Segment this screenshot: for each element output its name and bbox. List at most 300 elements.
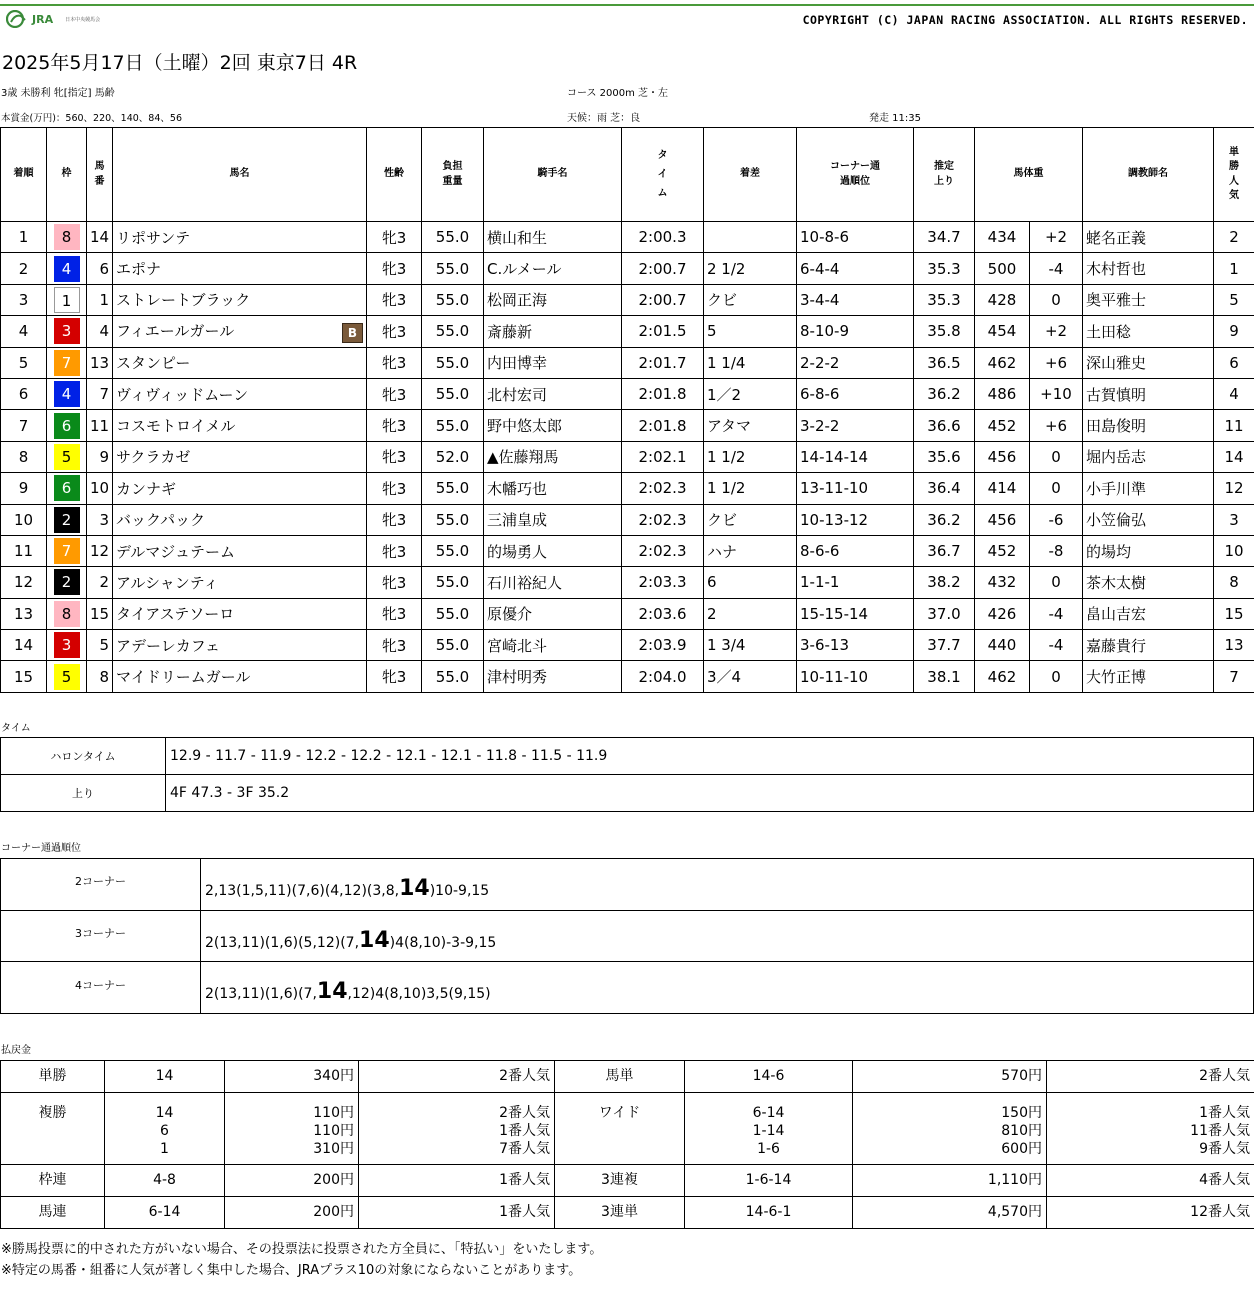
agari-label: 上り: [1, 775, 166, 812]
result-jockey[interactable]: 木幡巧也: [484, 473, 622, 504]
result-popularity: 10: [1214, 535, 1254, 566]
result-num: 7: [87, 378, 113, 409]
waku-badge: 6: [54, 475, 80, 501]
result-last3f: 36.2: [914, 504, 975, 535]
result-horse[interactable]: ストレートブラック: [116, 291, 251, 310]
winner-number: 14: [399, 875, 430, 901]
result-margin: クビ: [704, 504, 797, 535]
result-horse-cell[interactable]: [113, 378, 367, 409]
result-rank: 4: [1, 316, 47, 347]
jra-logo[interactable]: [6, 10, 100, 28]
col-waku: 枠: [47, 128, 87, 222]
agari-value: 4F 47.3 - 3F 35.2: [166, 775, 1254, 812]
race-course: コース 2000m 芝・左: [567, 88, 669, 99]
waku-badge: 6: [54, 413, 80, 439]
result-trainer[interactable]: 古賀慎明: [1083, 378, 1214, 409]
result-body-weight: 456: [975, 504, 1030, 535]
col-popularity: [1214, 128, 1254, 222]
col-time-label: タイム: [657, 150, 668, 199]
waku-badge: 4: [54, 256, 80, 282]
result-horse[interactable]: アルシャンティ: [116, 573, 219, 592]
result-waku-cell: [47, 378, 87, 409]
result-last3f: 35.3: [914, 253, 975, 284]
result-sex-age: 牝3: [367, 661, 422, 692]
payout-popularity: [359, 1093, 555, 1165]
result-trainer[interactable]: 木村哲也: [1083, 253, 1214, 284]
result-sex-age: 牝3: [367, 316, 422, 347]
result-horse-cell[interactable]: [113, 630, 367, 661]
result-corner: 3-6-13: [797, 630, 914, 661]
result-last3f: 35.8: [914, 316, 975, 347]
result-time: 2:00.7: [622, 253, 704, 284]
result-num: 5: [87, 630, 113, 661]
result-horse[interactable]: リポサンテ: [116, 228, 191, 247]
payout-combos-line: 1-6-14: [745, 1172, 792, 1188]
result-waku-cell: [47, 222, 87, 253]
payout-popularity: [359, 1061, 555, 1093]
payout-combos-line: 1-6: [757, 1141, 780, 1157]
result-horse-cell[interactable]: [113, 473, 367, 504]
result-jockey[interactable]: 宮崎北斗: [484, 630, 622, 661]
result-margin: 2 1/2: [704, 253, 797, 284]
result-time: 2:01.8: [622, 378, 704, 409]
result-trainer[interactable]: 土田稔: [1083, 316, 1214, 347]
corner-order-text: )4(8,10)-3-9,15: [389, 934, 497, 951]
payout-amounts-line: 200円: [313, 1204, 354, 1220]
corner-order: [201, 910, 1254, 962]
payout-combos: [685, 1165, 853, 1197]
result-margin: [704, 222, 797, 253]
corner-positions-table: [0, 858, 1254, 1014]
result-horse[interactable]: カンナギ: [116, 479, 177, 498]
payout-row: [1, 1061, 1254, 1093]
result-body-weight: 462: [975, 661, 1030, 692]
waku-badge: 2: [54, 569, 80, 595]
result-waku-cell: [47, 347, 87, 378]
result-rank: 1: [1, 222, 47, 253]
result-last3f: 37.7: [914, 630, 975, 661]
payout-combos: [105, 1197, 225, 1229]
result-horse[interactable]: サクラカゼ: [116, 448, 191, 467]
corner-row: [1, 910, 1254, 962]
col-popularity-label: 単勝人気: [1229, 146, 1239, 201]
result-margin: 5: [704, 316, 797, 347]
result-body-weight-diff: +6: [1030, 347, 1083, 378]
result-trainer[interactable]: 深山雅史: [1083, 347, 1214, 378]
result-waku-cell: [47, 567, 87, 598]
corner-label: 2コーナー: [1, 859, 201, 911]
result-num: 2: [87, 567, 113, 598]
corner-order-text: )10-9,15: [429, 882, 490, 899]
payout-amounts: [853, 1197, 1047, 1229]
result-weight: 55.0: [422, 630, 484, 661]
halon-label: ハロンタイム: [1, 738, 166, 775]
payout-amounts: [853, 1061, 1047, 1093]
result-time: 2:02.3: [622, 504, 704, 535]
payout-type: ワイド: [555, 1093, 685, 1165]
result-body-weight-diff: 0: [1030, 661, 1083, 692]
result-popularity: 4: [1214, 378, 1254, 409]
result-horse-cell[interactable]: [113, 410, 367, 441]
result-horse[interactable]: バックパック: [116, 511, 206, 530]
waku-badge: 2: [54, 507, 80, 533]
result-popularity: 12: [1214, 473, 1254, 504]
result-num: 9: [87, 441, 113, 472]
payout-combos: [685, 1061, 853, 1093]
result-body-weight: 414: [975, 473, 1030, 504]
result-sex-age: 牝3: [367, 535, 422, 566]
result-weight: 52.0: [422, 441, 484, 472]
result-sex-age: 牝3: [367, 222, 422, 253]
payout-combos-line: 4-8: [153, 1172, 176, 1188]
result-margin: 1 3/4: [704, 630, 797, 661]
results-header-row: [1, 128, 1254, 222]
payout-combos: [685, 1197, 853, 1229]
corner-order-text: 2(13,11)(1,6)(5,12)(7,: [205, 934, 360, 951]
result-time: 2:02.1: [622, 441, 704, 472]
waku-badge: 3: [54, 318, 80, 344]
result-last3f: 36.2: [914, 378, 975, 409]
result-horse-cell[interactable]: [113, 535, 367, 566]
result-body-weight: 486: [975, 378, 1030, 409]
result-weight: 55.0: [422, 661, 484, 692]
waku-badge: 7: [54, 350, 80, 376]
result-popularity: 8: [1214, 567, 1254, 598]
agari-row: [1, 775, 1254, 812]
result-waku-cell: [47, 284, 87, 315]
result-body-weight-diff: -4: [1030, 630, 1083, 661]
result-jockey[interactable]: 内田博幸: [484, 347, 622, 378]
result-row: [1, 316, 1254, 347]
result-weight: 55.0: [422, 378, 484, 409]
result-trainer[interactable]: 茶木太樹: [1083, 567, 1214, 598]
result-corner: 8-10-9: [797, 316, 914, 347]
payout-combos: [685, 1093, 853, 1165]
result-horse[interactable]: マイドリームガール: [116, 668, 251, 687]
result-row: [1, 347, 1254, 378]
result-horse[interactable]: ヴィヴィッドムーン: [116, 385, 249, 404]
result-time: 2:03.6: [622, 598, 704, 629]
result-body-weight-diff: -4: [1030, 253, 1083, 284]
result-num: 1: [87, 284, 113, 315]
result-weight: 55.0: [422, 253, 484, 284]
logo-subtext: 日本中央競馬会: [65, 16, 101, 23]
payouts-section-label: 払戻金: [1, 1045, 31, 1056]
result-weight: 55.0: [422, 222, 484, 253]
payout-row: [1, 1197, 1254, 1229]
result-jockey[interactable]: 斎藤新: [484, 316, 622, 347]
result-row: [1, 567, 1254, 598]
result-time: 2:02.3: [622, 473, 704, 504]
result-body-weight-diff: 0: [1030, 284, 1083, 315]
result-margin: 1／2: [704, 378, 797, 409]
result-horse[interactable]: タイアステソーロ: [116, 605, 235, 624]
payout-popularity: [1047, 1197, 1254, 1229]
result-time: 2:03.3: [622, 567, 704, 598]
waku-badge: 8: [54, 224, 80, 250]
result-row: [1, 410, 1254, 441]
payout-amounts: [225, 1165, 359, 1197]
result-last3f: 36.4: [914, 473, 975, 504]
waku-badge: 5: [54, 444, 80, 470]
result-horse-cell[interactable]: [113, 504, 367, 535]
result-trainer[interactable]: 小手川準: [1083, 473, 1214, 504]
result-corner: 1-1-1: [797, 567, 914, 598]
corners-section-label: コーナー通過順位: [1, 843, 81, 854]
result-jockey[interactable]: 野中悠太郎: [484, 410, 622, 441]
result-margin: 6: [704, 567, 797, 598]
result-row: [1, 222, 1254, 253]
result-waku-cell: [47, 535, 87, 566]
result-weight: 55.0: [422, 473, 484, 504]
result-row: [1, 378, 1254, 409]
result-popularity: 6: [1214, 347, 1254, 378]
result-rank: 10: [1, 504, 47, 535]
result-popularity: 14: [1214, 441, 1254, 472]
payout-popularity: [1047, 1165, 1254, 1197]
result-popularity: 5: [1214, 284, 1254, 315]
waku-badge: 4: [54, 381, 80, 407]
col-corner-label: コーナー通過順位: [830, 161, 880, 187]
result-rank: 3: [1, 284, 47, 315]
result-rank: 14: [1, 630, 47, 661]
result-horse-cell[interactable]: [113, 598, 367, 629]
col-sex-age: 性齢: [367, 128, 422, 222]
result-weight: 55.0: [422, 504, 484, 535]
result-trainer[interactable]: 小笠倫弘: [1083, 504, 1214, 535]
waku-badge: 8: [54, 601, 80, 627]
result-margin: クビ: [704, 284, 797, 315]
payout-pops-line: 1番人気: [1199, 1105, 1250, 1121]
result-jockey[interactable]: 三浦皇成: [484, 504, 622, 535]
payout-pops-line: 11番人気: [1190, 1123, 1250, 1139]
result-num: 10: [87, 473, 113, 504]
col-last3f: [914, 128, 975, 222]
result-num: 13: [87, 347, 113, 378]
payout-type: 単勝: [1, 1061, 105, 1093]
result-num: 4: [87, 316, 113, 347]
result-body-weight: 434: [975, 222, 1030, 253]
result-trainer[interactable]: 奥平雅士: [1083, 284, 1214, 315]
result-trainer[interactable]: 蛯名正義: [1083, 222, 1214, 253]
halon-value: 12.9 - 11.7 - 11.9 - 12.2 - 12.2 - 12.1 - 12.1 - 11.8 - 11.5 - 11.9: [166, 738, 1254, 775]
result-body-weight-diff: -4: [1030, 598, 1083, 629]
result-horse[interactable]: アデーレカフェ: [116, 636, 220, 655]
result-margin: 1 1/2: [704, 473, 797, 504]
result-trainer[interactable]: 大竹正博: [1083, 661, 1214, 692]
result-trainer[interactable]: 嘉藤貴行: [1083, 630, 1214, 661]
result-jockey[interactable]: 津村明秀: [484, 661, 622, 692]
result-trainer[interactable]: 堀内岳志: [1083, 441, 1214, 472]
results-table: [0, 127, 1254, 693]
result-body-weight: 452: [975, 410, 1030, 441]
jra-horse-icon: [6, 10, 28, 28]
payout-pops-line: 1番人気: [499, 1172, 550, 1188]
result-corner: 10-11-10: [797, 661, 914, 692]
result-time: 2:01.7: [622, 347, 704, 378]
race-condition: 3歳 未勝利 牝[指定] 馬齢: [1, 88, 115, 99]
result-jockey[interactable]: 松岡正海: [484, 284, 622, 315]
result-horse-cell[interactable]: [113, 661, 367, 692]
payout-type: 3連複: [555, 1165, 685, 1197]
result-corner: 6-4-4: [797, 253, 914, 284]
result-num: 6: [87, 253, 113, 284]
result-corner: 10-13-12: [797, 504, 914, 535]
col-last3f-label: 推定上り: [934, 161, 954, 187]
result-horse-cell[interactable]: [113, 253, 367, 284]
result-body-weight: 454: [975, 316, 1030, 347]
corner-order: [201, 859, 1254, 911]
result-rank: 7: [1, 410, 47, 441]
result-corner: 15-15-14: [797, 598, 914, 629]
payout-pops-line: 9番人気: [1199, 1141, 1250, 1157]
result-margin: ハナ: [704, 535, 797, 566]
payout-type: 3連単: [555, 1197, 685, 1229]
result-sex-age: 牝3: [367, 284, 422, 315]
payout-pops-line: 1番人気: [499, 1123, 550, 1139]
result-jockey[interactable]: C.ルメール: [484, 253, 622, 284]
logo-text: JRA: [32, 12, 54, 26]
result-horse[interactable]: エポナ: [116, 260, 162, 279]
result-trainer[interactable]: 田島俊明: [1083, 410, 1214, 441]
payout-combos-line: 14-6: [752, 1068, 785, 1084]
result-horse-cell[interactable]: [113, 284, 367, 315]
corner-label: 3コーナー: [1, 910, 201, 962]
corner-order-text: ,12)4(8,10)3,5(9,15): [347, 986, 491, 1003]
payout-pops-line: 2番人気: [499, 1105, 550, 1121]
waku-badge: 1: [54, 287, 80, 313]
result-num: 15: [87, 598, 113, 629]
result-last3f: 36.5: [914, 347, 975, 378]
result-body-weight-diff: 0: [1030, 567, 1083, 598]
result-time: 2:01.8: [622, 410, 704, 441]
payout-popularity: [1047, 1093, 1254, 1165]
waku-badge: 3: [54, 632, 80, 658]
result-jockey[interactable]: 石川裕紀人: [484, 567, 622, 598]
result-horse-cell[interactable]: [113, 441, 367, 472]
result-horse-cell[interactable]: [113, 347, 367, 378]
result-jockey[interactable]: ▲佐藤翔馬: [484, 441, 622, 472]
result-corner: 13-11-10: [797, 473, 914, 504]
result-jockey[interactable]: 原優介: [484, 598, 622, 629]
result-last3f: 35.3: [914, 284, 975, 315]
result-margin: 1 1/4: [704, 347, 797, 378]
result-rank: 12: [1, 567, 47, 598]
result-horse-cell[interactable]: [113, 222, 367, 253]
result-body-weight-diff: -8: [1030, 535, 1083, 566]
result-horse-cell[interactable]: [113, 567, 367, 598]
col-horse: 馬名: [113, 128, 367, 222]
result-num: 12: [87, 535, 113, 566]
result-sex-age: 牝3: [367, 630, 422, 661]
result-horse[interactable]: スタンピー: [116, 354, 191, 373]
col-weight: [422, 128, 484, 222]
result-margin: 3／4: [704, 661, 797, 692]
halon-row: [1, 738, 1254, 775]
result-jockey[interactable]: 横山和生: [484, 222, 622, 253]
result-corner: 14-14-14: [797, 441, 914, 472]
payout-amounts-line: 600円: [1001, 1141, 1042, 1157]
result-body-weight: 428: [975, 284, 1030, 315]
payout-combos: [105, 1165, 225, 1197]
corner-order: [201, 962, 1254, 1014]
payout-row: [1, 1093, 1254, 1165]
result-waku-cell: [47, 504, 87, 535]
result-waku-cell: [47, 598, 87, 629]
payout-popularity: [359, 1165, 555, 1197]
result-row: [1, 284, 1254, 315]
result-body-weight-diff: 0: [1030, 441, 1083, 472]
result-weight: 55.0: [422, 598, 484, 629]
result-row: [1, 661, 1254, 692]
payout-combos-line: 6-14: [752, 1105, 785, 1121]
result-body-weight-diff: +2: [1030, 316, 1083, 347]
payout-amounts-line: 310円: [313, 1141, 354, 1157]
result-weight: 55.0: [422, 410, 484, 441]
result-horse[interactable]: フィエールガール: [116, 321, 235, 340]
result-weight: 55.0: [422, 567, 484, 598]
payout-amounts-line: 570円: [1001, 1068, 1042, 1084]
result-time: 2:04.0: [622, 661, 704, 692]
col-jockey: 騎手名: [484, 128, 622, 222]
result-body-weight-diff: +6: [1030, 410, 1083, 441]
result-popularity: 15: [1214, 598, 1254, 629]
corner-order-text: 2,13(1,5,11)(7,6)(4,12)(3,8,: [205, 882, 400, 899]
result-row: [1, 441, 1254, 472]
result-corner: 6-8-6: [797, 378, 914, 409]
result-last3f: 37.0: [914, 598, 975, 629]
col-num-label: 馬番: [94, 161, 105, 187]
result-rank: 8: [1, 441, 47, 472]
result-trainer[interactable]: 的場均: [1083, 535, 1214, 566]
result-row: [1, 535, 1254, 566]
result-waku-cell: [47, 630, 87, 661]
result-horse[interactable]: デルマジュテーム: [116, 542, 235, 561]
payout-combos-line: 14: [155, 1068, 174, 1084]
result-sex-age: 牝3: [367, 504, 422, 535]
result-rank: 9: [1, 473, 47, 504]
result-margin: アタマ: [704, 410, 797, 441]
payout-amounts: [225, 1061, 359, 1093]
result-horse-cell[interactable]: [113, 316, 367, 347]
result-body-weight: 500: [975, 253, 1030, 284]
result-last3f: 38.1: [914, 661, 975, 692]
post-time: 発走 11:35: [869, 113, 921, 124]
payout-pops-line: 12番人気: [1190, 1204, 1250, 1220]
corner-order-text: 2(13,11)(1,6)(7,: [205, 986, 317, 1003]
result-last3f: 34.7: [914, 222, 975, 253]
result-popularity: 2: [1214, 222, 1254, 253]
payout-amounts-line: 810円: [1001, 1123, 1042, 1139]
result-row: [1, 630, 1254, 661]
result-time: 2:00.7: [622, 284, 704, 315]
result-waku-cell: [47, 410, 87, 441]
result-body-weight: 462: [975, 347, 1030, 378]
col-corner: [797, 128, 914, 222]
laps-section-label: タイム: [1, 723, 31, 734]
result-jockey[interactable]: 北村宏司: [484, 378, 622, 409]
result-last3f: 36.7: [914, 535, 975, 566]
col-margin: 着差: [704, 128, 797, 222]
payout-note-1: ※勝馬投票に的中された方がいない場合、その投票法に投票された方全員に、「特払い」をいたします。: [1, 1242, 603, 1257]
result-jockey[interactable]: 的場勇人: [484, 535, 622, 566]
result-weight: 55.0: [422, 316, 484, 347]
payout-popularity: [359, 1197, 555, 1229]
result-trainer[interactable]: 畠山吉宏: [1083, 598, 1214, 629]
result-num: 8: [87, 661, 113, 692]
result-body-weight-diff: +2: [1030, 222, 1083, 253]
result-horse[interactable]: コスモトロイメル: [116, 417, 236, 436]
